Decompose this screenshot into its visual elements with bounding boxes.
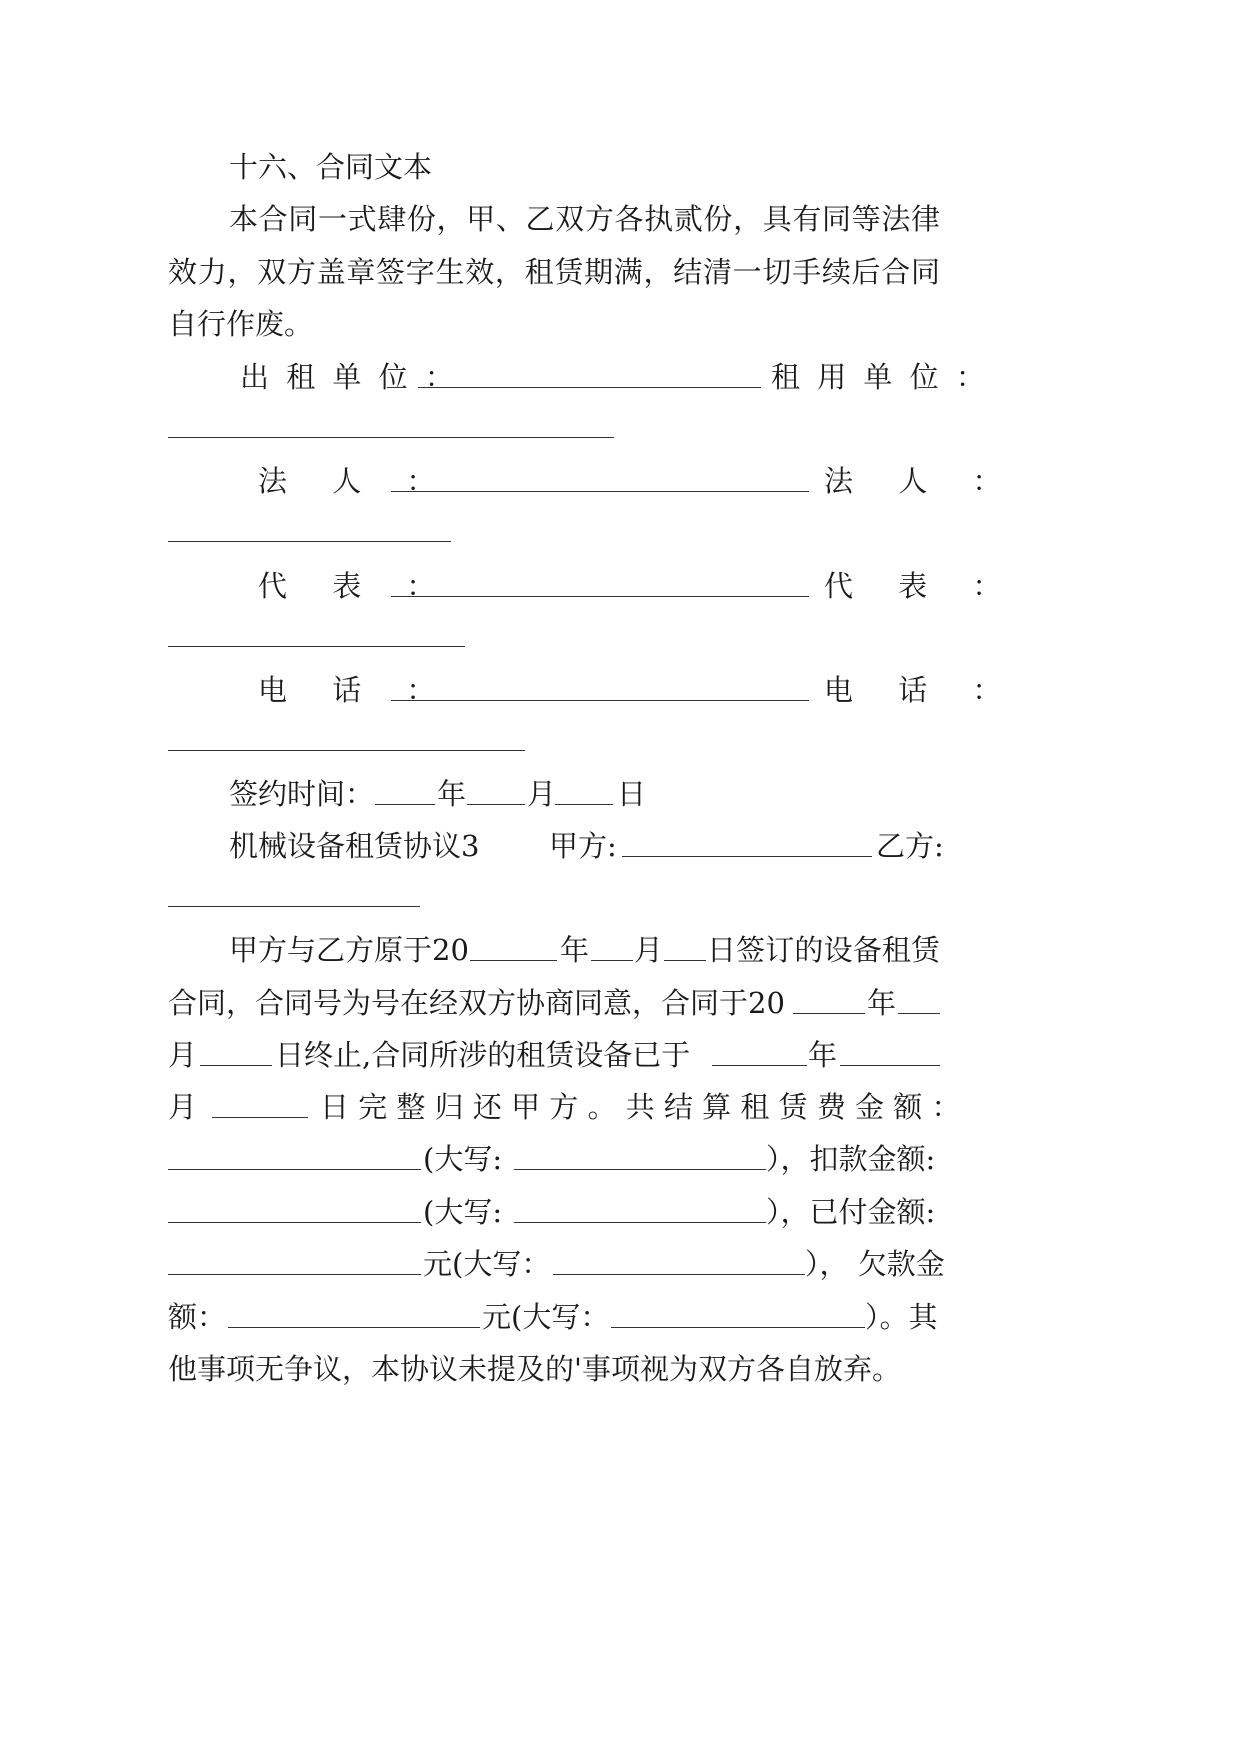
blank: [840, 1065, 940, 1066]
representative-blank-b: [168, 646, 465, 647]
sign-date-label: 签约时间：: [229, 777, 375, 811]
agreement-text: 月: [168, 1038, 198, 1072]
agreement-text: 年: [560, 933, 590, 967]
representative-label: 代 表 ：: [824, 569, 1020, 603]
legal-person-label: 法 人 ：: [824, 464, 1020, 498]
agreement-text: 月: [634, 933, 664, 967]
blank: [611, 1327, 865, 1328]
paragraph-line: 自行作废。: [168, 307, 314, 341]
agreement-text: (大写:: [423, 1142, 503, 1176]
lessor-blank: [418, 387, 761, 388]
blank: [168, 1274, 421, 1275]
paragraph-line: 本合同一式肆份，甲、乙双方各执贰份，具有同等法律: [229, 202, 940, 236]
blank: [514, 1222, 766, 1223]
representative-label: 代 表 ：: [258, 569, 454, 603]
agreement-title: 机械设备租赁协议3: [229, 829, 480, 863]
sign-day-blank: [555, 804, 613, 805]
agreement-text: 日签订的设备租赁: [707, 933, 940, 967]
agreement-text: 年: [808, 1038, 838, 1072]
phone-label: 电 话 ：: [258, 673, 454, 707]
blank: [514, 1169, 766, 1170]
blank: [553, 1274, 805, 1275]
blank: [712, 1065, 807, 1066]
agreement-text: ），已付金额:: [766, 1195, 936, 1229]
agreement-text: ）。其: [865, 1300, 938, 1334]
agreement-text: 年: [867, 986, 897, 1020]
sign-day-label: 日: [617, 777, 647, 811]
lessor-label: 出 租 单 位 ：: [240, 360, 458, 394]
blank: [168, 1169, 421, 1170]
section-heading: 十六、合同文本: [229, 150, 433, 184]
agreement-text: ）， 欠款金: [805, 1247, 945, 1281]
phone-label: 电 话 ：: [824, 673, 1020, 707]
blank: [664, 960, 706, 961]
party-b-label: 乙方:: [876, 829, 944, 863]
blank: [200, 1065, 272, 1066]
blank: [898, 1013, 940, 1014]
blank: [591, 960, 633, 961]
party-a-label: 甲方:: [549, 829, 617, 863]
sign-year-label: 年: [437, 777, 467, 811]
legal-person-blank-b: [168, 541, 451, 542]
sign-month-blank: [467, 804, 525, 805]
agreement-text: (大写:: [423, 1195, 503, 1229]
agreement-text: 甲方与乙方原于20: [229, 933, 469, 967]
legal-person-label: 法 人 ：: [258, 464, 454, 498]
paragraph-line: 效力，双方盖章签字生效，租赁期满，结清一切手续后合同: [168, 255, 940, 289]
agreement-text: 元(大写：: [482, 1300, 610, 1334]
legal-person-blank-a: [391, 491, 809, 492]
party-a-blank: [622, 856, 872, 857]
agreement-text: 额：: [168, 1300, 227, 1334]
agreement-text: 元(大写：: [423, 1247, 551, 1281]
agreement-text: ），扣款金额:: [766, 1142, 936, 1176]
agreement-text: 日 完 整 归 还 甲 方 。 共 结 算 租 赁 费 金 额 ：: [320, 1090, 961, 1124]
blank: [228, 1327, 480, 1328]
blank: [793, 1013, 865, 1014]
agreement-text: 他事项无争议，本协议未提及的'事项视为双方各自放弃。: [168, 1352, 901, 1386]
agreement-text: 日终止,合同所涉的租赁设备已于: [275, 1038, 691, 1072]
representative-blank-a: [391, 596, 809, 597]
blank: [168, 1222, 421, 1223]
sign-month-label: 月: [527, 777, 557, 811]
agreement-text: 合同，合同号为号在经双方协商同意，合同于20: [168, 986, 785, 1020]
lessee-blank: [168, 437, 614, 438]
party-b-blank: [168, 906, 420, 907]
phone-blank-b: [168, 750, 525, 751]
agreement-text: 月: [168, 1090, 198, 1124]
blank: [212, 1117, 308, 1118]
lessee-label: 租 用 单 位 ：: [771, 360, 989, 394]
phone-blank-a: [391, 700, 809, 701]
sign-year-blank: [375, 804, 435, 805]
blank: [470, 960, 557, 961]
